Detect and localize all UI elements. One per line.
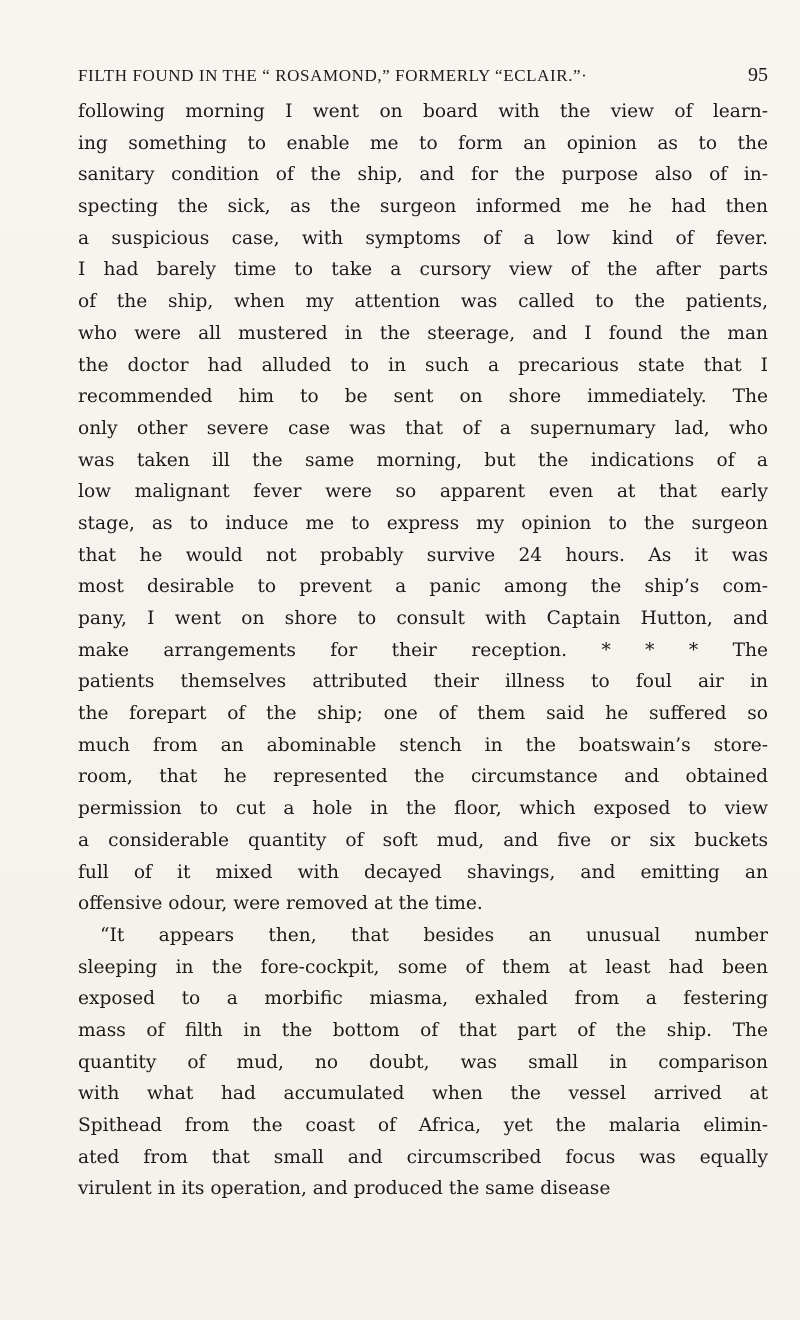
text-line: virulent in its operation, and produced the same disease <box>78 1178 611 1200</box>
text-line: that he would not probably survive 24 hours. As it was <box>78 544 768 566</box>
text-line: low malignant fever were so apparent even at that early <box>78 481 768 503</box>
text-line: pany, I went on shore to consult with Captain Hutton, and <box>78 608 768 629</box>
running-title: FILTH FOUND IN THE “ ROSAMOND,” FORMERLY “ECLAIR.”· <box>78 66 588 85</box>
text-line: ated from that small and circumscribed focus was equally <box>78 1146 768 1168</box>
text-line: only other severe case was that of a supernumary lad, who <box>78 417 768 439</box>
text-line: the forepart of the ship; one of them said he suffered so <box>78 703 768 725</box>
text-line: recommended him to be sent on shore immediately. The <box>78 386 768 408</box>
text-line: sanitary condition of the ship, and for the purpose also of in- <box>78 164 768 186</box>
text-line: sleeping in the fore-cockpit, some of them at least had been <box>78 956 768 978</box>
text-line: specting the sick, as the surgeon informed me he had then <box>78 196 768 218</box>
text-line: a considerable quantity of soft mud, and five or six buckets <box>78 829 768 851</box>
text-line: was taken ill the same morning, but the indications of a <box>78 449 768 471</box>
text-line: exposed to a morbific miasma, exhaled from a festering <box>78 988 768 1010</box>
text-line: make arrangements for their reception. * * * The <box>78 639 768 661</box>
text-line: full of it mixed with decayed shavings, and emitting an <box>78 861 768 883</box>
text-line: mass of filth in the bottom of that part of the ship. The <box>78 1019 768 1041</box>
text-line: a suspicious case, with symptoms of a low kind of fever. <box>78 227 768 249</box>
text-line: who were all mustered in the steerage, and I found the man <box>78 322 768 344</box>
text-line: Spithead from the coast of Africa, yet the malaria elimin- <box>78 1115 768 1136</box>
text-line: following morning I went on board with the view of learn- <box>78 101 768 122</box>
body-text <box>78 96 768 1205</box>
text-line: I had barely time to take a cursory view of the after parts <box>78 259 768 281</box>
text-line: patients themselves attributed their illness to foul air in <box>78 671 768 693</box>
text-line: ing something to enable me to form an opinion as to the <box>78 132 768 154</box>
text-line: most desirable to prevent a panic among the ship’s com- <box>78 576 768 598</box>
text-line: stage, as to induce me to express my opinion to the surgeon <box>78 512 768 534</box>
text-line: offensive odour, were removed at the time. <box>78 893 483 915</box>
text-line: much from an abominable stench in the boatswain’s store- <box>78 734 768 756</box>
running-head <box>78 64 768 87</box>
text-line: permission to cut a hole in the floor, which exposed to view <box>78 798 768 820</box>
text-line: with what had accumulated when the vessel arrived at <box>78 1083 768 1105</box>
text-line: “It appears then, that besides an unusual number <box>100 924 768 946</box>
text-line: of the ship, when my attention was called to the patients, <box>78 291 768 313</box>
page-number: 95 <box>748 64 768 86</box>
text-line: room, that he represented the circumstance and obtained <box>78 766 768 788</box>
text-line: the doctor had alluded to in such a precarious state that I <box>78 354 768 376</box>
text-line: quantity of mud, no doubt, was small in comparison <box>78 1051 768 1073</box>
